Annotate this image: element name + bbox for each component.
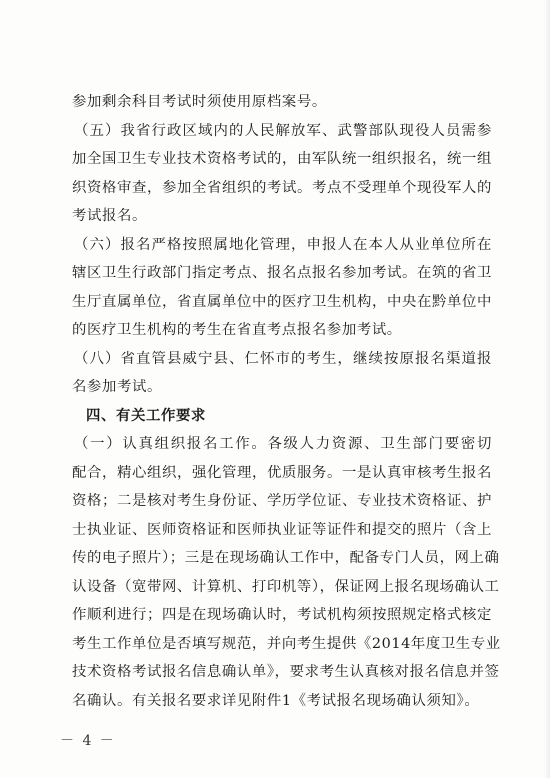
paragraph-line: 认设备（宽带网、计算机、打印机等），保证网上报名现场确认工 — [72, 578, 500, 595]
page-edge-shadow — [544, 0, 550, 778]
paragraph-line: 技术资格考试报名信息确认单》，要求考生认真核对报名信息并签 — [72, 664, 500, 680]
paragraph-line: 考试报名。 — [72, 208, 147, 224]
body-text — [72, 88, 501, 715]
paragraph-line: （一）认真组织报名工作。各级人力资源、卫生部门要密切 — [74, 436, 492, 452]
paragraph-line: （八）省直管县威宁县、仁怀市的考生，继续按原报名渠道报 — [74, 350, 492, 367]
paragraph-line: 士执业证、医师资格证和医师执业证等证件和提交的照片（含上 — [72, 521, 492, 538]
paragraph-line: 加全国卫生专业技术资格考试的，由军队统一组织报名，统一组 — [72, 151, 492, 167]
paragraph-line: 考生工作单位是否填写规范，并向考生提供《2014年度卫生专业 — [72, 635, 501, 652]
paragraph-line: （六）报名严格按照属地化管理，申报人在本人从业单位所在 — [74, 236, 492, 253]
page-number: － 4 － — [60, 733, 116, 749]
paragraph-line: 辖区卫生行政部门指定考点、报名点报名参加考试。在筑的省卫 — [72, 265, 492, 281]
paragraph-line: 生厅直属单位，省直属单位中的医疗卫生机构，中央在黔单位中 — [72, 293, 492, 310]
paragraph-line: 参加剩余科目考试时须使用原档案号。 — [72, 94, 327, 110]
paragraph-line: 名参加考试。 — [72, 379, 162, 395]
paragraph-line: 织资格审查，参加全省组织的考试。考点不受理单个现役军人的 — [72, 179, 492, 196]
paragraph-line: （五）我省行政区域内的人民解放军、武警部队现役人员需参 — [74, 122, 492, 139]
paragraph-line: 的医疗卫生机构的考生在省直考点报名参加考试。 — [72, 322, 402, 338]
paragraph-line: 名确认。有关报名要求详见附件1《考试报名现场确认须知》。 — [72, 692, 480, 709]
paragraph-line: 资格；二是核对考生身份证、学历学位证、专业技术资格证、护 — [72, 493, 492, 509]
paragraph-line: 配合，精心组织，强化管理，优质服务。一是认真审核考生报名 — [72, 464, 492, 481]
section-heading: 四、有关工作要求 — [86, 407, 206, 424]
paragraph-line: 作顺利进行；四是在现场确认时，考试机构须按照规定格式核定 — [72, 607, 492, 623]
paragraph-line: 传的电子照片）；三是在现场确认工作中，配备专门人员，网上确 — [72, 550, 500, 566]
